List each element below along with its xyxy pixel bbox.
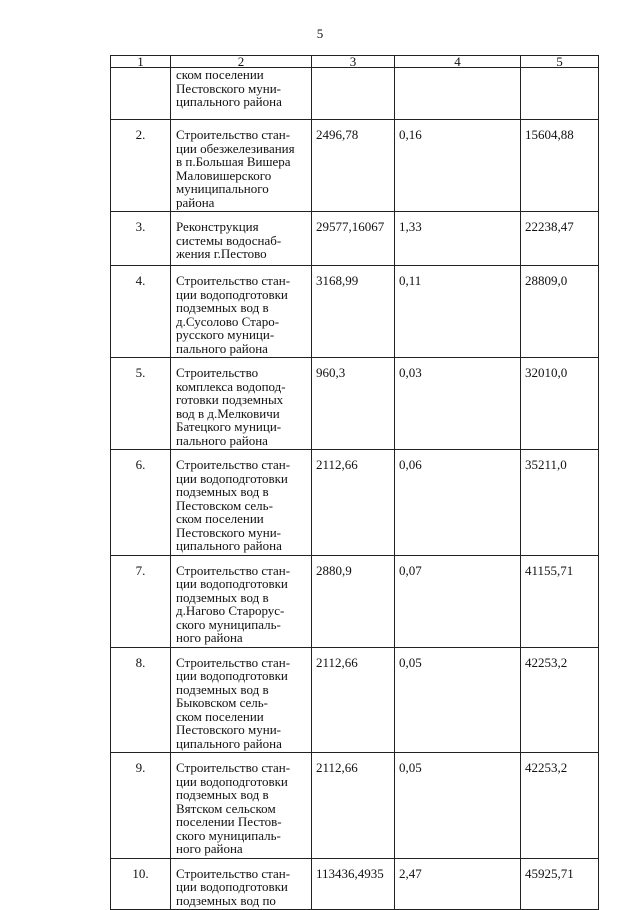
description-line: Быковском сель- bbox=[176, 695, 269, 710]
row-number: 4. bbox=[111, 266, 171, 358]
description-line: ции водоподготовки bbox=[176, 286, 288, 302]
object-description bbox=[171, 555, 312, 647]
row-number: 5. bbox=[111, 358, 171, 450]
row-number: 9. bbox=[111, 753, 171, 859]
object-description bbox=[171, 68, 312, 120]
description-line: ного района bbox=[176, 630, 243, 645]
cost-value: 2112,66 bbox=[312, 753, 395, 859]
description-line: ции водоподготовки bbox=[176, 773, 288, 789]
column-header: 5 bbox=[521, 56, 599, 68]
object-description bbox=[171, 266, 312, 358]
description-line: Пестовском сель- bbox=[176, 497, 273, 513]
page-number: 5 bbox=[316, 26, 324, 41]
description-line: Строительство bbox=[176, 365, 259, 380]
description-line: Строительство стан- bbox=[176, 760, 291, 775]
object-description bbox=[171, 858, 312, 910]
description-line: ного района bbox=[176, 841, 243, 856]
object-description bbox=[171, 120, 312, 212]
description-line: ципального района bbox=[176, 735, 282, 751]
description-line: Маловишерского bbox=[176, 167, 272, 183]
column-header: 2 bbox=[171, 56, 312, 68]
description-line: Пестовского муни- bbox=[176, 722, 281, 737]
description-line: ции водоподготовки bbox=[176, 470, 288, 486]
row-number: 3. bbox=[111, 212, 171, 266]
row-number: 10. bbox=[111, 858, 171, 910]
unit-cost-value bbox=[521, 68, 599, 120]
object-description bbox=[171, 753, 312, 859]
header-row bbox=[111, 56, 599, 68]
unit-cost-value: 32010,0 bbox=[521, 358, 599, 450]
unit-cost-value: 42253,2 bbox=[521, 753, 599, 859]
row-number: 8. bbox=[111, 647, 171, 753]
column-header: 3 bbox=[312, 56, 395, 68]
description-line: Строительство стан- bbox=[176, 654, 291, 670]
description-line: муниципального bbox=[176, 181, 269, 196]
share-value: 0,11 bbox=[395, 266, 521, 358]
share-value bbox=[395, 68, 521, 120]
table-row bbox=[111, 450, 599, 556]
description-line: русского муници- bbox=[176, 327, 275, 342]
description-line: комплекса водопод- bbox=[176, 378, 286, 394]
description-line: поселении Пестов- bbox=[176, 814, 282, 829]
description-line: Строительство стан- bbox=[176, 273, 291, 288]
share-value: 0,07 bbox=[395, 555, 521, 647]
unit-cost-value: 15604,88 bbox=[521, 120, 599, 212]
row-number: 7. bbox=[111, 555, 171, 647]
share-value: 2,47 bbox=[395, 858, 521, 910]
description-line: ском поселении bbox=[176, 708, 264, 724]
description-line: подземных вод в bbox=[176, 300, 269, 315]
description-line: жения г.Пестово bbox=[176, 246, 267, 261]
description-line: ском поселении bbox=[176, 67, 264, 82]
row-number: 2. bbox=[111, 120, 171, 212]
description-line: Строительство стан- bbox=[176, 865, 291, 881]
object-description bbox=[171, 358, 312, 450]
share-value: 0,05 bbox=[395, 647, 521, 753]
cost-value: 2112,66 bbox=[312, 647, 395, 753]
object-description bbox=[171, 647, 312, 753]
description-line: в п.Большая Вишера bbox=[176, 154, 291, 169]
unit-cost-value: 45925,71 bbox=[521, 858, 599, 910]
description-line: Пестовского муни- bbox=[176, 524, 281, 540]
description-line: подземных вод в bbox=[176, 484, 269, 499]
description-line: пального района bbox=[176, 340, 268, 356]
description-line: подземных вод по bbox=[176, 892, 276, 908]
unit-cost-value: 28809,0 bbox=[521, 266, 599, 358]
description-line: ского муниципаль- bbox=[176, 827, 281, 843]
description-line: вод в д.Мелковичи bbox=[176, 405, 280, 421]
cost-value: 960,3 bbox=[312, 358, 395, 450]
description-line: Строительство стан- bbox=[176, 457, 291, 472]
cost-value: 2496,78 bbox=[312, 120, 395, 212]
description-line: Батецкого муници- bbox=[176, 419, 282, 434]
description-line: Вятском сельском bbox=[176, 800, 276, 816]
cost-value: 2112,66 bbox=[312, 450, 395, 556]
description-line: района bbox=[176, 194, 215, 210]
row-number: 6. bbox=[111, 450, 171, 556]
description-line: готовки подземных bbox=[176, 392, 284, 407]
unit-cost-value: 42253,2 bbox=[521, 647, 599, 753]
object-description bbox=[171, 450, 312, 556]
description-line: ского муниципаль- bbox=[176, 616, 281, 632]
cost-value: 113436,4935 bbox=[312, 858, 395, 910]
unit-cost-value: 22238,47 bbox=[521, 212, 599, 266]
table-row bbox=[111, 647, 599, 753]
share-value: 1,33 bbox=[395, 212, 521, 266]
share-value: 0,16 bbox=[395, 120, 521, 212]
table-row bbox=[111, 555, 599, 647]
table-row bbox=[111, 266, 599, 358]
column-header: 4 bbox=[395, 56, 521, 68]
description-line: д.Нагово Старорус- bbox=[176, 603, 285, 618]
description-line: ции водоподготовки bbox=[176, 576, 288, 591]
description-line: ципального района bbox=[176, 538, 282, 553]
table-row bbox=[111, 68, 599, 120]
table-row bbox=[111, 358, 599, 450]
description-line: Строительство стан- bbox=[176, 562, 291, 578]
cost-value: 2880,9 bbox=[312, 555, 395, 647]
unit-cost-value: 41155,71 bbox=[521, 555, 599, 647]
row-number bbox=[111, 68, 171, 120]
description-line: ции водоподготовки bbox=[176, 668, 288, 683]
description-line: пального района bbox=[176, 432, 268, 448]
share-value: 0,03 bbox=[395, 358, 521, 450]
description-line: ципального района bbox=[176, 94, 282, 109]
cost-value: 29577,16067 bbox=[312, 212, 395, 266]
cost-value: 3168,99 bbox=[312, 266, 395, 358]
description-line: ции обезжелезивания bbox=[176, 140, 295, 156]
description-line: подземных вод в bbox=[176, 681, 269, 697]
object-description bbox=[171, 212, 312, 266]
description-line: ции водоподготовки bbox=[176, 879, 288, 894]
data-table bbox=[110, 55, 599, 910]
description-line: Реконструкция bbox=[176, 219, 259, 234]
description-line: Строительство стан- bbox=[176, 127, 291, 142]
unit-cost-value: 35211,0 bbox=[521, 450, 599, 556]
table-row bbox=[111, 858, 599, 910]
cost-value bbox=[312, 68, 395, 120]
description-line: подземных вод в bbox=[176, 787, 269, 802]
description-line: д.Сусолово Старо- bbox=[176, 313, 280, 329]
table-row bbox=[111, 212, 599, 266]
table-row bbox=[111, 753, 599, 859]
description-line: системы водоснаб- bbox=[176, 232, 282, 248]
column-header: 1 bbox=[111, 56, 171, 68]
description-line: ском поселении bbox=[176, 511, 264, 526]
description-line: подземных вод в bbox=[176, 589, 269, 605]
description-line: Пестовского муни- bbox=[176, 80, 281, 96]
share-value: 0,06 bbox=[395, 450, 521, 556]
share-value: 0,05 bbox=[395, 753, 521, 859]
table-row bbox=[111, 120, 599, 212]
